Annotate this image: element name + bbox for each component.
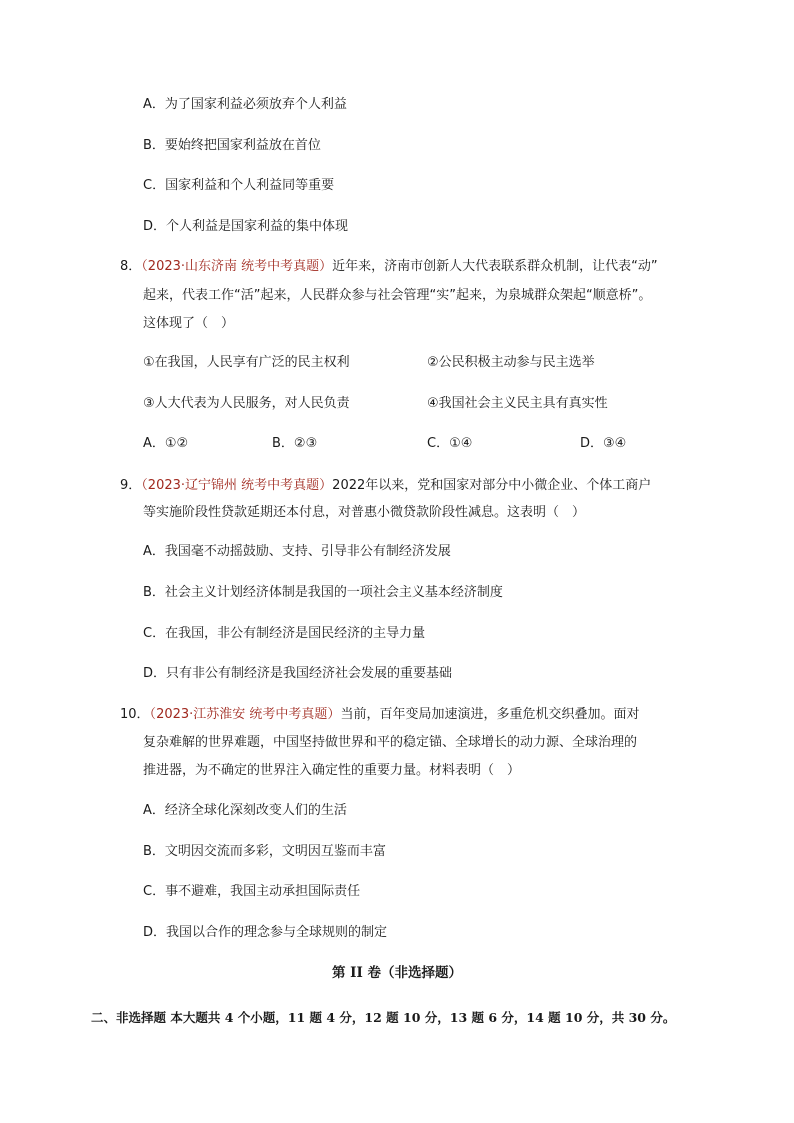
- q9-stem-text1: 2022年以来，党和国家对部分中小微企业、个体工商户: [332, 478, 652, 493]
- q10-option-b: B．文明因交流而多彩，文明因互鉴而丰富: [143, 844, 386, 859]
- q8-statement-2: ②公民积极主动参与民主选举: [427, 355, 595, 370]
- q8-source: 2023·山东济南 统考中考真题: [147, 259, 320, 274]
- q8-option-c: C．①④: [427, 436, 473, 451]
- q10-source: 2023·江苏淮安 统考中考真题: [156, 707, 328, 722]
- q9-option-b: B．社会主义计划经济体制是我国的一项社会主义基本经济制度: [143, 585, 503, 600]
- q10-stem-line2: 复杂难解的世界难题，中国坚持做世界和平的稳定锚、全球增长的动力源、全球治理的: [143, 735, 638, 750]
- q8-source-close: ）: [319, 259, 333, 274]
- q8-option-a: A．①②: [143, 436, 189, 451]
- q9-stem-line2: 等实施阶段性贷款延期还本付息，对普惠小微贷款阶段性减息。这表明（ ）: [143, 505, 586, 520]
- q9-number: 9．: [120, 478, 142, 493]
- q10-number: 10．: [120, 707, 150, 722]
- q8-stem-line3: 这体现了（ ）: [143, 316, 235, 331]
- q8-option-d: D．③④: [580, 436, 627, 451]
- q10-option-d: D．我国以合作的理念参与全球规则的制定: [143, 925, 388, 940]
- q8-stem-line1: [120, 258, 658, 276]
- q7-option-a: A．为了国家利益必须放弃个人利益: [143, 97, 347, 112]
- q9-stem-line1: [120, 477, 651, 495]
- q10-stem-text1: 当前，百年变局加速演进，多重危机交织叠加。面对: [340, 707, 640, 722]
- q8-statement-3: ③人大代表为人民服务，对人民负责: [143, 396, 350, 411]
- q9-option-d: D．只有非公有制经济是我国经济社会发展的重要基础: [143, 666, 453, 681]
- section-instruction: 二、非选择题 本大题共 4 个小题，11 题 4 分，12 题 10 分，13 题 6 分，14 题 10 分，共 30 分。: [91, 1010, 676, 1025]
- q8-option-b: B．②③: [272, 436, 318, 451]
- q9-source: 2023·辽宁锦州 统考中考真题: [147, 478, 320, 493]
- q9-option-a: A．我国毫不动摇鼓励、支持、引导非公有制经济发展: [143, 544, 451, 559]
- section-title: 第 II 卷（非选择题）: [331, 965, 463, 981]
- q7-option-b: B．要始终把国家利益放在首位: [143, 138, 321, 153]
- q8-stem-line2: 起来，代表工作“活”起来，人民群众参与社会管理“实”起来，为泉城群众架起“顺意桥”。: [143, 288, 652, 303]
- q8-statement-1: ①在我国，人民享有广泛的民主权利: [143, 355, 350, 370]
- q10-stem-line3: 推进器，为不确定的世界注入确定性的重要力量。材料表明（ ）: [143, 763, 521, 778]
- q7-option-d: D．个人利益是国家利益的集中体现: [143, 219, 349, 234]
- q8-stem-text1: 近年来，济南市创新人大代表联系群众机制，让代表“动”: [332, 259, 658, 274]
- q10-source-open: （: [149, 707, 157, 722]
- q9-source-open: （: [141, 478, 148, 493]
- q7-option-c: C．国家利益和个人利益同等重要: [143, 178, 335, 193]
- q9-source-close: ）: [319, 478, 333, 493]
- q10-source-close: ）: [327, 707, 341, 722]
- q10-option-c: C．事不避难，我国主动承担国际责任: [143, 884, 361, 899]
- q8-number: 8．: [120, 259, 142, 274]
- q10-option-a: A．经济全球化深刻改变人们的生活: [143, 803, 347, 818]
- q9-option-c: C．在我国，非公有制经济是国民经济的主导力量: [143, 626, 426, 641]
- q8-statement-4: ④我国社会主义民主具有真实性: [427, 396, 608, 411]
- q10-stem-line1: [120, 706, 639, 724]
- q8-source-open: （: [141, 259, 148, 274]
